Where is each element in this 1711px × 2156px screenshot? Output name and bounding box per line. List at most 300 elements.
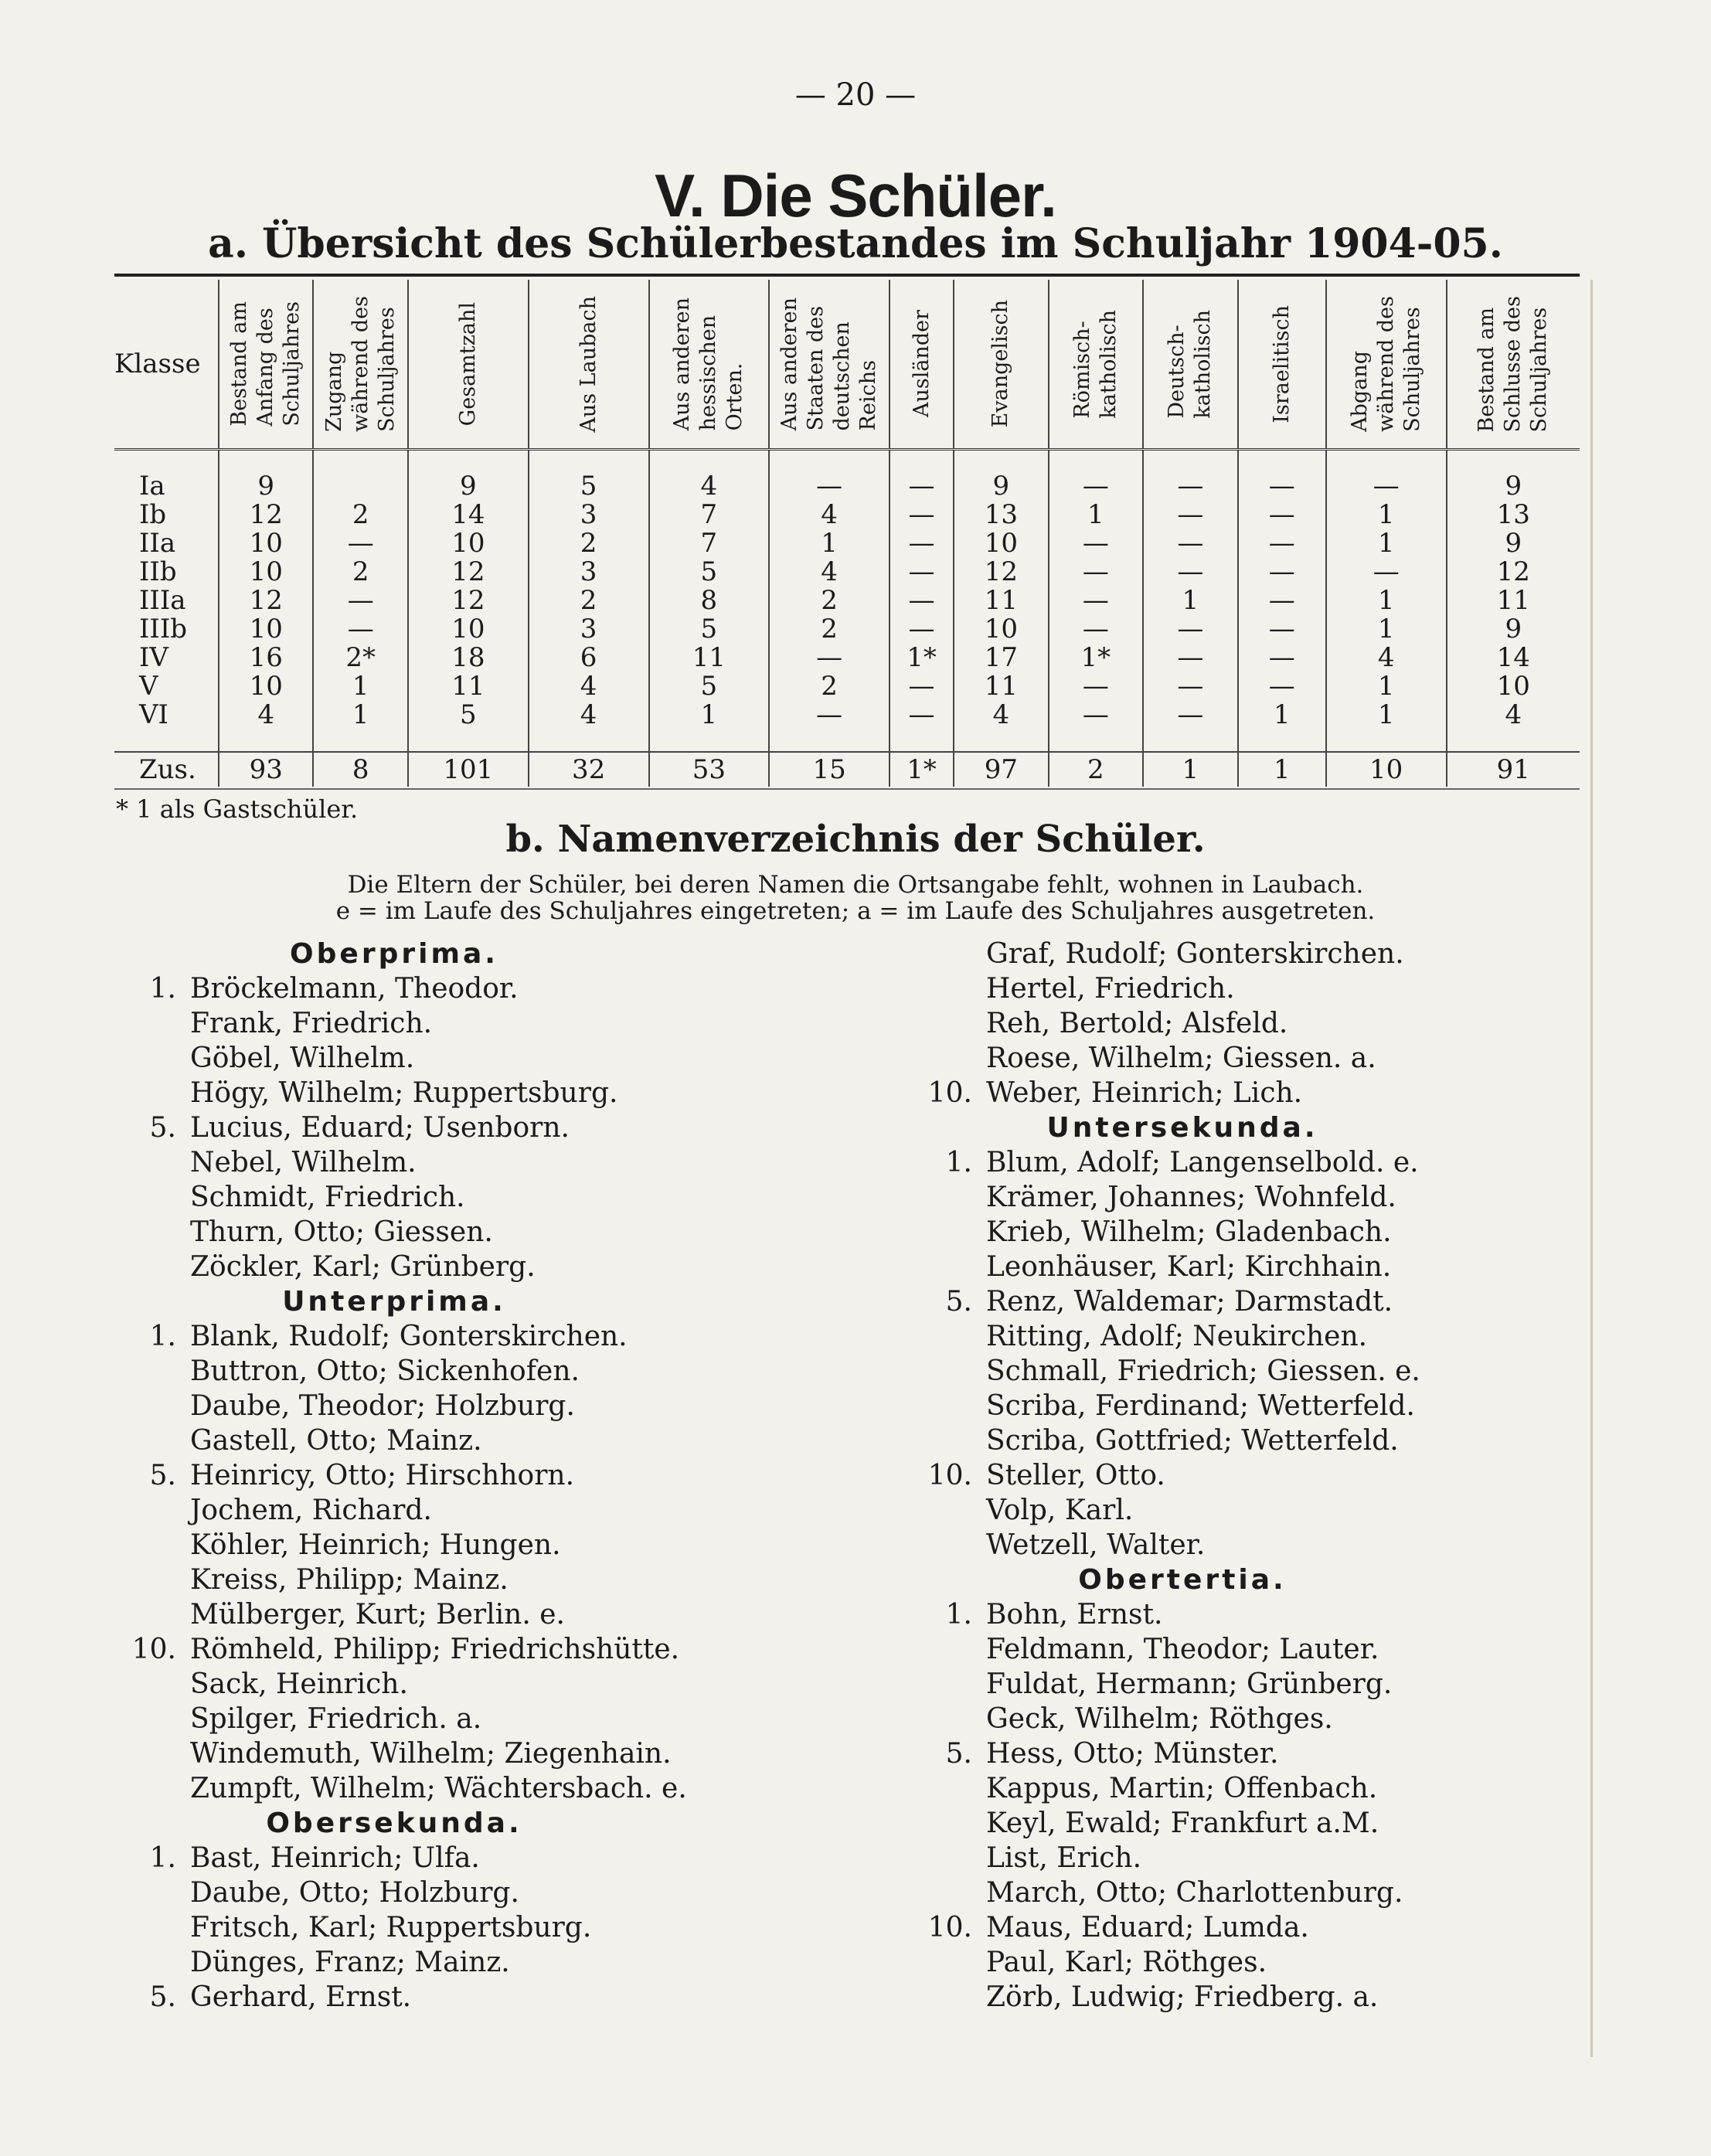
table-cell: 1* [1049,644,1144,672]
class-label: V [139,671,158,702]
entry-number [131,1493,190,1528]
class-label: Zus. [114,752,219,787]
student-name: Keyl, Ewald; Frankfurt a.M. [986,1807,1379,1839]
table-cell: 11 [649,644,770,672]
column-header [1049,280,1144,450]
entry-number [927,971,986,1006]
entry-number [927,1771,986,1806]
section-b-title: b. Namenverzeichnis der Schüler. [505,818,1206,861]
spacer-cell [954,450,1049,473]
column-header-label: Aus anderen Staaten des deutschen Reichs [777,297,881,431]
student-name: Zumpft, Wilhelm; Wächtersbach. e. [190,1773,687,1804]
entry-number [131,1910,190,1945]
table-bottom-rule [114,788,1580,790]
student-name: March, Otto; Charlottenburg. [986,1877,1403,1909]
table-cell: — [1143,615,1238,644]
entry-number [927,1702,986,1736]
spacer-cell [1238,450,1326,473]
table-cell: — [1049,472,1144,501]
entry-number [927,1041,986,1076]
student-entry [927,1076,1711,1110]
table-cell: 10 [219,558,314,587]
table-cell: 1 [313,701,408,729]
student-name: Paul, Karl; Röthges. [986,1947,1267,1978]
entry-number [927,1319,986,1354]
table-cell: 4 [219,701,314,729]
entry-number [131,1215,190,1250]
entry-number: 1. [149,1842,176,1874]
entry-number [927,1006,986,1041]
student-name: Windemuth, Wilhelm; Ziegenhain. [190,1738,672,1770]
table-cell: 1 [313,672,408,701]
entry-number [927,1528,986,1563]
student-name: Jochem, Richard. [190,1495,432,1526]
student-entry [131,1145,935,1180]
student-entry [927,1980,1711,2015]
page-edge-line [1590,280,1593,2057]
class-label: IIIa [139,585,186,616]
student-entry [927,1910,1711,1945]
table-cell: 1 [1238,752,1326,787]
class-heading: Untersekunda. [1046,1112,1318,1144]
student-entry [927,1354,1711,1389]
student-entry [927,1493,1711,1528]
column-header-label: Aus anderen hessischen Orten. [670,297,747,431]
spacer-cell [649,729,770,752]
table-cell: — [1238,587,1326,615]
table-cell: 12 [219,501,314,529]
entry-number [131,1597,190,1632]
table-cell: — [1238,644,1326,672]
table-cell: 15 [769,752,890,787]
table-cell: 4 [529,672,649,701]
table-cell: 1 [1326,701,1447,729]
student-entry [131,971,935,1006]
table-cell: — [313,529,408,558]
table-cell: 5 [529,472,649,501]
student-name: Krieb, Wilhelm; Gladenbach. [986,1216,1392,1248]
table-cell: 10 [219,529,314,558]
student-name: Schmidt, Friedrich. [190,1182,465,1213]
student-entry [927,1841,1711,1875]
table-cell: — [1143,672,1238,701]
table-cell: — [1326,558,1447,587]
spacer-cell [1143,450,1238,473]
student-name: Gastell, Otto; Mainz. [190,1425,482,1457]
column-header [313,280,408,450]
spacer-cell [649,450,770,473]
spacer-cell [114,450,219,473]
table-cell: — [890,587,954,615]
spacer-cell [408,450,529,473]
entry-number [927,1980,986,2015]
student-entry [131,1354,935,1389]
table-cell: 1 [1326,529,1447,558]
table-cell: 1 [1143,752,1238,787]
table-header-row [114,280,1580,450]
table-cell: 5 [649,615,770,644]
student-entry [927,1702,1711,1736]
table-row [114,558,1580,587]
class-label: IIa [139,528,176,559]
class-label: Ia [139,471,165,502]
student-entry [131,1041,935,1076]
table-cell: — [769,472,890,501]
page-number: — 20 — [794,77,917,113]
student-entry [131,1980,935,2015]
table-cell: 1 [1049,501,1144,529]
entry-number [927,1250,986,1284]
entry-number [927,937,986,971]
entry-number: 5. [149,1460,176,1491]
student-name: Bast, Heinrich; Ulfa. [190,1842,480,1874]
student-name: Mülberger, Kurt; Berlin. e. [190,1599,565,1631]
spacer-cell [1447,729,1580,752]
spacer-cell [529,450,649,473]
entry-number [131,1702,190,1736]
student-entry [131,1215,935,1250]
student-name: Thurn, Otto; Giessen. [190,1216,493,1248]
student-name: Fritsch, Karl; Ruppertsburg. [190,1912,592,1943]
table-cell: 4 [954,701,1049,729]
class-label: Ib [139,499,167,530]
column-header [769,280,890,450]
table-row [114,644,1580,672]
spacer-cell [219,729,314,752]
spacer-cell [954,729,1049,752]
table-cell: 16 [219,644,314,672]
column-header-label: Bestand am Anfang des Schuljahres [227,301,304,427]
table-cell: 9 [1447,529,1580,558]
student-entry [927,1423,1711,1458]
student-entry [131,1771,935,1806]
column-header-label: Zugang während des Schuljahres [321,296,399,432]
table-cell: — [1143,472,1238,501]
student-entry [131,1319,935,1354]
table-cell: 4 [649,472,770,501]
table-cell: — [1143,701,1238,729]
table-cell: 10 [954,615,1049,644]
student-name: Feldmann, Theodor; Lauter. [986,1634,1379,1665]
entry-number [131,1354,190,1389]
student-entry [927,1319,1711,1354]
student-name: Maus, Eduard; Lumda. [986,1912,1309,1943]
table-cell: 2 [1049,752,1144,787]
column-header-label: Aus Laubach [576,295,600,433]
table-cell: — [890,615,954,644]
column-header-label: Abgang während des Schuljahres [1347,296,1424,432]
table-cell: 4 [769,501,890,529]
student-entry [131,1110,935,1145]
column-header [219,280,314,450]
table-cell: — [1143,529,1238,558]
entry-number [131,1736,190,1771]
column-header-label: Israelitisch [1269,304,1294,423]
student-name: Blank, Rudolf; Gonterskirchen. [190,1321,628,1352]
class-heading: Oberprima. [290,938,498,970]
table-cell: — [1143,501,1238,529]
student-entry [131,1736,935,1771]
table-cell: 8 [313,752,408,787]
entry-number [927,1180,986,1215]
student-entry [131,1006,935,1041]
table-cell: 7 [649,501,770,529]
column-header-label: Bestand am Schlusse des Schuljahres [1475,295,1552,433]
table-cell: 2 [769,587,890,615]
table-cell: 101 [408,752,529,787]
student-entry [131,1389,935,1423]
entry-number [131,1389,190,1423]
table-cell: — [890,529,954,558]
class-heading: Obertertia. [1078,1564,1287,1596]
top-rule [114,274,1580,277]
spacer-row [114,450,1580,473]
column-header-label: Gesamtzahl [455,301,480,427]
student-entry [927,1806,1711,1841]
student-entry [927,937,1711,971]
total-row [114,752,1580,787]
class-label: VI [139,699,168,730]
table-cell: — [1238,672,1326,701]
header-klasse: Klasse [114,280,219,450]
table-cell: 14 [408,501,529,529]
spacer-cell [890,729,954,752]
table-cell: 3 [529,558,649,587]
table-cell: — [1049,701,1144,729]
spacer-cell [769,450,890,473]
entry-number [927,1423,986,1458]
student-entry [927,1389,1711,1423]
table-cell: — [890,558,954,587]
student-name: Geck, Wilhelm; Röthges. [986,1703,1333,1735]
student-name: Bröckelmann, Theodor. [190,973,519,1005]
student-name: Högy, Wilhelm; Ruppertsburg. [190,1077,618,1109]
table-row [114,701,1580,729]
student-name: List, Erich. [986,1842,1142,1874]
spacer-cell [114,729,219,752]
table-cell: 10 [219,672,314,701]
student-name: Göbel, Wilhelm. [190,1042,415,1074]
table-cell: 10 [1326,752,1447,787]
table-cell: 2 [313,558,408,587]
table-cell: 10 [408,529,529,558]
student-entry [927,1597,1711,1632]
table-cell: 1 [1326,615,1447,644]
table-cell: 7 [649,529,770,558]
table-cell: — [313,587,408,615]
student-name: Heinricy, Otto; Hirschhorn. [190,1460,575,1491]
entry-number: 5. [149,1112,176,1144]
spacer-cell [219,450,314,473]
table-cell: 1 [1143,587,1238,615]
entry-number [927,1493,986,1528]
entry-number: 10. [927,1460,972,1491]
entry-number [131,1180,190,1215]
student-entry [131,1423,935,1458]
table-cell: 2 [769,672,890,701]
student-name: Buttron, Otto; Sickenhofen. [190,1355,580,1387]
student-name: Römheld, Philipp; Friedrichshütte. [190,1634,680,1665]
table-cell: 4 [769,558,890,587]
table-cell: 53 [649,752,770,787]
student-entry [131,1250,935,1284]
student-statistics-table [114,280,1580,787]
class-heading: Unterprima. [282,1286,506,1318]
entry-number: 5. [945,1286,972,1318]
entry-number: 5. [149,1981,176,2013]
student-name: Dünges, Franz; Mainz. [190,1947,510,1978]
table-cell: — [890,501,954,529]
student-entry [131,1076,935,1110]
table-cell: 10 [408,615,529,644]
student-name: Schmall, Friedrich; Giessen. e. [986,1355,1420,1387]
column-header [1143,280,1238,450]
table-cell: 9 [1447,615,1580,644]
table-cell: 1* [890,752,954,787]
column-header [529,280,649,450]
table-cell: 1* [890,644,954,672]
column-header-label: Evangelisch [988,300,1013,428]
table-row [114,615,1580,644]
table-row [114,672,1580,701]
entry-number [131,1563,190,1597]
table-cell: — [1143,644,1238,672]
student-name: Nebel, Wilhelm. [190,1147,417,1178]
spacer-cell [1238,729,1326,752]
student-entry [927,1632,1711,1667]
section-a-title: a. Übersicht des Schülerbestandes im Schuljahr 1904-05. [208,220,1503,267]
table-row [114,587,1580,615]
table-cell: 2 [313,501,408,529]
entry-number [927,1806,986,1841]
entry-number [131,1771,190,1806]
column-header-label: Ausländer [909,310,934,418]
table-cell: 3 [529,615,649,644]
entry-number [131,1423,190,1458]
table-cell: 2* [313,644,408,672]
student-name: Renz, Waldemar; Darmstadt. [986,1286,1393,1318]
table-cell: — [1049,529,1144,558]
student-name: Steller, Otto. [986,1460,1165,1491]
spacer-cell [1143,729,1238,752]
column-header [1326,280,1447,450]
student-entry [131,1528,935,1563]
right-name-column [927,937,1711,2015]
table-cell: 1 [769,529,890,558]
table-cell: 9 [954,472,1049,501]
table-cell: — [769,644,890,672]
student-entry [131,1945,935,1980]
table-cell: — [313,615,408,644]
table-cell: 32 [529,752,649,787]
table-cell: — [1238,501,1326,529]
student-entry [927,1945,1711,1980]
table-cell: 13 [1447,501,1580,529]
entry-number: 10. [927,1077,972,1109]
spacer-cell [313,729,408,752]
table-cell: — [1049,558,1144,587]
table-cell: 9 [408,472,529,501]
table-cell: 1 [1326,501,1447,529]
student-entry [927,1667,1711,1702]
spacer-cell [408,729,529,752]
entry-number [131,1250,190,1284]
student-entry [927,1006,1711,1041]
entry-number [927,1945,986,1980]
student-entry [927,1180,1711,1215]
table-cell: — [890,472,954,501]
table-cell: 1 [1326,587,1447,615]
student-name: Scriba, Ferdinand; Wetterfeld. [986,1390,1415,1422]
class-label: IIIb [139,614,188,644]
student-entry [131,1458,935,1493]
student-name: Leonhäuser, Karl; Kirchhain. [986,1251,1392,1283]
spacer-cell [1447,450,1580,473]
table-cell: 97 [954,752,1049,787]
student-name: Köhler, Heinrich; Hungen. [190,1529,561,1561]
student-name: Krämer, Johannes; Wohnfeld. [986,1182,1396,1213]
student-name: Lucius, Eduard; Usenborn. [190,1112,570,1144]
entry-number: 10. [131,1634,176,1665]
table-cell: 17 [954,644,1049,672]
student-name: Roese, Wilhelm; Giessen. a. [986,1042,1376,1074]
table-cell: 1 [1326,672,1447,701]
table-cell: 4 [1326,644,1447,672]
table-cell: — [1238,615,1326,644]
student-name: Volp, Karl. [986,1495,1134,1526]
table-cell: 9 [1447,472,1580,501]
table-cell: 12 [219,587,314,615]
entry-number: 1. [149,973,176,1005]
table-row [114,529,1580,558]
entry-number [927,1632,986,1667]
entry-number [927,1667,986,1702]
table-cell: 12 [408,558,529,587]
footnote: * 1 als Gastschüler. [116,794,359,824]
spacer-cell [1049,729,1144,752]
spacer-row [114,729,1580,752]
table-cell: 13 [954,501,1049,529]
note-line-1: Die Eltern der Schüler, bei deren Namen die Ortsangabe fehlt, wohnen in Laubach. [347,871,1364,899]
student-entry [927,1528,1711,1563]
class-label: IIb [139,556,177,587]
table-cell: 2 [769,615,890,644]
spacer-cell [1049,450,1144,473]
column-header [890,280,954,450]
entry-number: 10. [927,1912,972,1943]
student-name: Frank, Friedrich. [190,1008,433,1039]
table-cell: 5 [649,672,770,701]
table-row [114,501,1580,529]
entry-number [131,1945,190,1980]
student-name: Spilger, Friedrich. a. [190,1703,482,1735]
student-entry [927,1458,1711,1493]
entry-number [131,1076,190,1110]
entry-number [131,1145,190,1180]
student-entry [927,1041,1711,1076]
table-cell: 5 [649,558,770,587]
spacer-cell [890,450,954,473]
student-name: Daube, Theodor; Holzburg. [190,1390,575,1422]
student-name: Sack, Heinrich. [190,1668,408,1700]
student-entry [131,1910,935,1945]
table-cell: 4 [1447,701,1580,729]
left-name-column [131,937,935,2015]
student-entry [927,1736,1711,1771]
student-entry [927,971,1711,1006]
student-name: Zörb, Ludwig; Friedberg. a. [986,1981,1379,2013]
student-name: Ritting, Adolf; Neukirchen. [986,1321,1368,1352]
